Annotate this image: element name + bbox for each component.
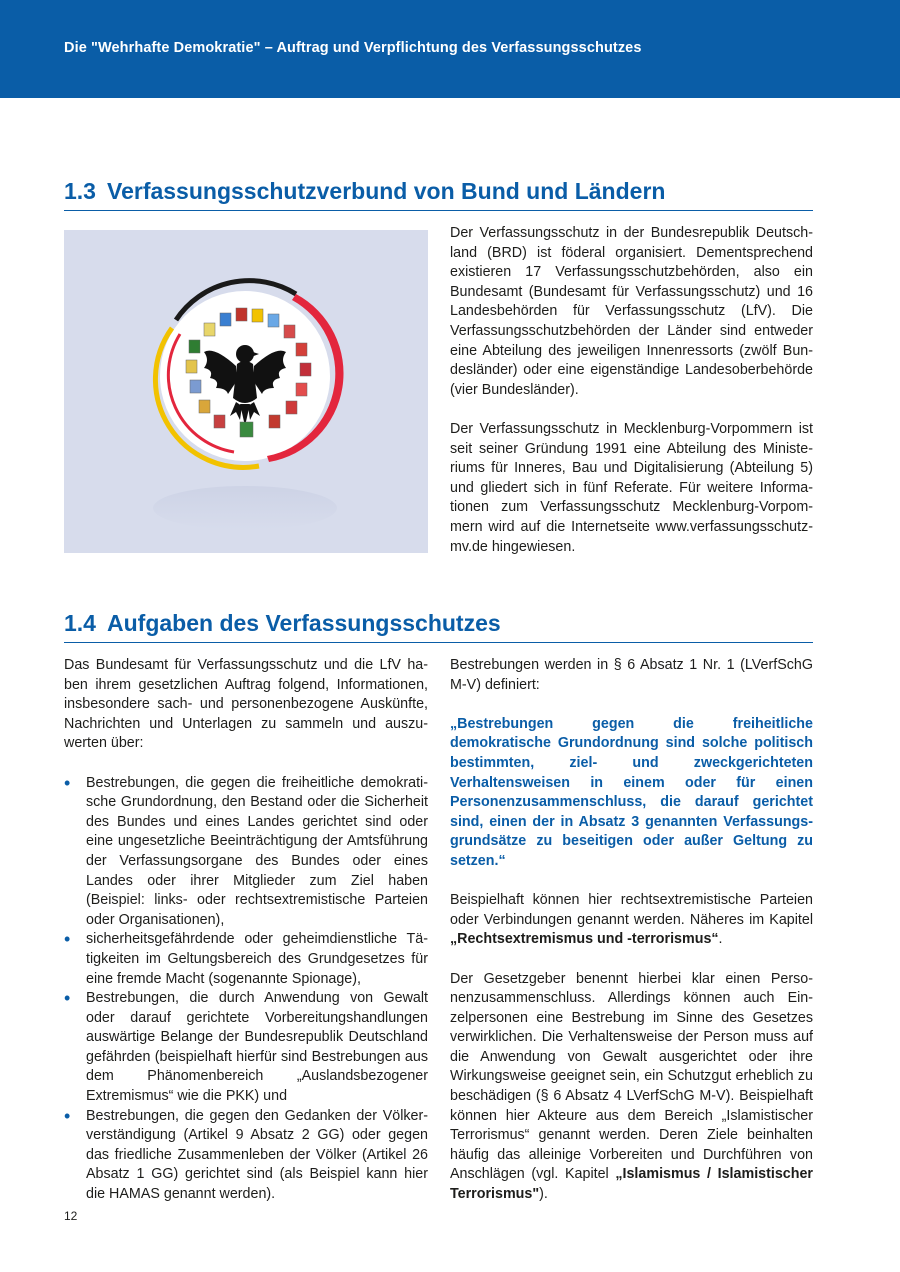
page-number: 12: [64, 1209, 78, 1223]
paragraph-lawmaker: [450, 970, 813, 1205]
example-text-end: .: [718, 931, 723, 948]
bullet-icon: •: [64, 929, 71, 950]
chapter-reference: „Islamismus / Islamistischer Terrorismus": [450, 1166, 814, 1203]
list-item-text: sicherheitsgefährdende oder geheimdienstliche Tätigkeiten im Geltungsbereich des Grundgesetzes für eine fremde Macht (sogenannte Spionage),: [86, 931, 428, 987]
section-heading-1-4: [64, 610, 813, 643]
section-heading-1-3: [64, 178, 813, 211]
section-number: 1.3: [64, 178, 96, 204]
section-number: 1.4: [64, 610, 96, 636]
list-item-text: Bestrebungen, die durch Anwendung von Gewalt oder darauf gerichtete Vorbereitungshandlungen auswärtige Belange der Bundesrepublik Deutschland gefährden (beispielhaft hierfür sind Bestrebungen aus dem Phänomenbereich „Auslandsbezogener Extremismus“ wie die PKK) und: [86, 990, 428, 1105]
list-item: [64, 774, 428, 931]
verfassungsschutz-logo-image: [64, 230, 428, 553]
header-bar: [0, 0, 900, 98]
list-item-text: Bestrebungen, die gegen den Gedanken der Völkerverständigung (Artikel 9 Absatz 2 GG) oder gegen das friedliche Zusammenleben der Völker (Artikel 26 Absatz 1 GG) gerichtet sind (als Beispiel kann hier die HAMAS genannt werden).: [86, 1107, 428, 1203]
section-1-3-text: [450, 224, 813, 557]
list-item: [64, 1107, 428, 1205]
header-title: Die "Wehrhafte Demokratie" – Auftrag und Verpflichtung des Verfassungsschutzes: [64, 40, 642, 56]
chapter-reference: „Rechtsextremismus und -terrorismus“: [450, 931, 719, 948]
paragraph-intro: Das Bundesamt für Verfassungsschutz und die LfV haben ihrem gesetzlichen Auftrag folgend, Informationen, insbesondere sach- und personenbezogene Auskünfte, Nachrichten und Unterlagen zu sammeln und auszuwerten über:: [64, 657, 428, 752]
list-item-text: Bestrebungen, die gegen die freiheitliche demokratische Grundordnung, den Bestand oder die Sicherheit des Bundes und eines Landes gerichtet sind oder eine ungesetzliche Beeinträchtigung der Amtsführung der Verfassungsorgane des Bundes oder eines Landes oder ihrer Mitglieder zum Ziel haben (Beispiel: links- oder rechtsextremistische Parteien oder Organisationen),: [86, 774, 428, 928]
example-text: Beispielhaft können hier rechtsextremistische Parteien oder Verbindungen genannt werden. Näheres im Kapitel: [450, 892, 813, 928]
section-1-4-left-column: [64, 656, 428, 1205]
bullet-icon: •: [64, 988, 71, 1009]
lawmaker-text: Der Gesetzgeber benennt hierbei klar einen Personenzusammenschluss. Allerdings können auch Einzelpersonen eine Bestrebung im Sinne des Gesetzes verwirklichen. Die Verhaltensweise der Person muss auf die Anwendung von Gewalt ausgerichtet oder ihre Wirkungsweise geeignet sein, ein Schutzgut erheblich zu beschädigen (§ 6 Absatz 4 LVerfSchG M-V). Beispielhaft können hier Akteure aus dem Bereich „Islamistischer Terrorismus“ genannt werden. Deren Ziele beinhalten häufig das alleinige Vorbereiten und Durchführen von Anschlägen (vgl. Kapitel: [450, 970, 813, 1183]
list-item: [64, 930, 428, 989]
section-1-4-right-column: [450, 656, 813, 1205]
reflection-shadow: [153, 486, 337, 530]
section-title: Verfassungsschutzverbund von Bund und Ländern: [107, 178, 666, 204]
paragraph-definition-intro: Bestrebungen werden in § 6 Absatz 1 Nr. 1 (LVerfSchG M-V) definiert:: [450, 657, 813, 693]
section-title: Aufgaben des Verfassungsschutzes: [107, 610, 501, 636]
bullet-icon: •: [64, 772, 71, 793]
legal-quote: „Bestrebungen gegen die freiheitliche demokratische Grundordnung sind solche politisch bestimmten, ziel- und zweckgerichteten Verhaltensweisen in einem oder für einen Personenzusammenschluss, die darauf gerichtet sind, einen der in Absatz 3 genannten Verfassungsgrundsätze zu beseitigen oder außer Geltung zu setzen.“: [450, 715, 813, 869]
bullet-icon: •: [64, 1105, 71, 1126]
task-list: [64, 774, 428, 1205]
paragraph-mecklenburg-vorpommern: Der Verfassungsschutz in Mecklenburg-Vorpommern ist seit seiner Gründung 1991 eine Abteilung des Ministeriums für Inneres, Bau und Digitalisierung (Abteilung 5) und gliedert sich in fünf Referate. Für weitere Informationen zum Verfassungsschutz Mecklenburg-Vorpommern wird auf die Internetseite www.verfassungsschutz-mv.de hingewiesen.: [450, 420, 813, 555]
paragraph-example-rightwing: [450, 891, 813, 950]
verfassungsschutz-emblem: [64, 230, 428, 553]
list-item: [64, 989, 428, 1107]
paragraph-federal-organisation: Der Verfassungsschutz in der Bundesrepublik Deutschland (BRD) ist föderal organisiert. Dementsprechend existieren 17 Verfassungsschutzbehörden, also ein Bundesamt (Bundesamt für Verfassungsschutz) und 16 Landesbehörden für Verfassungsschutz (LfV). Die Verfassungsschutzbehörden der Länder sind entweder eine Abteilung des jeweiligen Innenressorts (zwölf Bundesländer) oder eine eigenständige Landesoberbehörde (vier Bundesländer).: [450, 225, 813, 398]
lawmaker-text-end: ).: [539, 1186, 548, 1203]
